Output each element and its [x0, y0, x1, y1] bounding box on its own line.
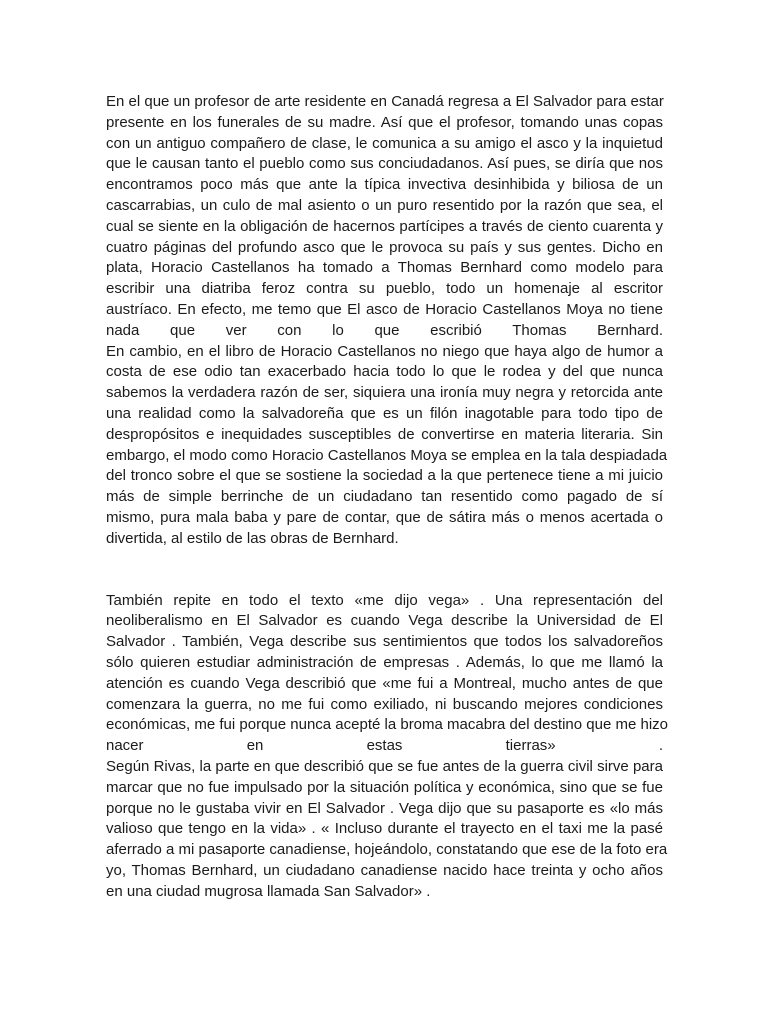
paragraph-line: del tronco sobre el que se sostiene la sociedad a la que pertenece tiene a mi juicio — [106, 467, 663, 485]
paragraph-line: atención es cuando Vega describió que «me fui a Montreal, mucho antes de que — [106, 674, 663, 692]
paragraph-line: sabemos la verdadera razón de ser, siquiera una ironía muy negra y retorcida ante — [106, 384, 663, 402]
paragraph-line: con un antiguo compañero de clase, le comunica a su amigo el asco y la inquietud — [106, 134, 663, 152]
paragraph-line: plata, Horacio Castellanos ha tomado a Thomas Bernhard como modelo para — [106, 259, 663, 277]
paragraph-line: yo, Thomas Bernhard, un ciudadano canadiense nacido hace treinta y ocho años — [106, 861, 663, 879]
paragraph-line: nada que ver con lo que escribió Thomas Bernhard. — [106, 321, 663, 339]
paragraph-line: comenzara la guerra, no me fui como exiliado, ni buscando mejores condiciones — [106, 695, 663, 713]
paragraph-line: Según Rivas, la parte en que describió que se fue antes de la guerra civil sirve para — [106, 757, 663, 775]
paragraph-line: aferrado a mi pasaporte canadiense, hojeándolo, constatando que ese de la foto era — [106, 841, 668, 859]
paragraph-line: en una ciudad mugrosa llamada San Salvador» . — [106, 882, 431, 900]
paragraph-line: nacer en estas tierras» . — [106, 737, 663, 755]
paragraph-line: En el que un profesor de arte residente en Canadá regresa a El Salvador para estar — [106, 93, 664, 110]
paragraph-line: una realidad como la salvadoreña que es un filón inagotable para todo tipo de — [106, 404, 663, 422]
paragraph-line: cascarrabias, un culo de mal asiento o un puro resentido por la razón que sea, el — [106, 196, 663, 214]
paragraph-line: despropósitos e inequidades susceptibles de convertirse en materia literaria. Sin — [106, 425, 663, 443]
paragraph-line: que le causan tanto el pueblo como sus conciudadanos. Así pues, se diría que nos — [106, 155, 663, 173]
paragraph-line: austríaco. En efecto, me temo que El asco de Horacio Castellanos Moya no tiene — [106, 300, 663, 318]
paragraph-line: neoliberalismo en El Salvador es cuando Vega describe la Universidad de El — [106, 612, 663, 630]
paragraph-line: embargo, el modo como Horacio Castellanos Moya se emplea en la tala despiadada — [106, 446, 668, 464]
paragraph-line: escribir una diatriba feroz contra su pueblo, todo un homenaje al escritor — [106, 280, 663, 298]
paragraph-line: más de simple berrinche de un ciudadano tan resentido como pagado de sí — [106, 488, 663, 506]
paragraph-line: También repite en todo el texto «me dijo vega» . Una representación del — [106, 591, 663, 609]
paragraph-line: encontramos poco más que ante la típica invectiva desinhibida y biliosa de un — [106, 176, 663, 194]
paragraph-line: marcar que no fue impulsado por la situación política y económica, sino que se fue — [106, 778, 663, 796]
paragraph-line: mismo, pura mala baba y pare de contar, que de sátira más o menos acertada o — [106, 508, 663, 526]
paragraph-line: valioso que tengo en la vida» . « Incluso durante el trayecto en el taxi me la pasé — [106, 820, 663, 838]
paragraph-spacer — [106, 550, 663, 591]
paragraph-2 — [106, 591, 668, 903]
paragraph-line: Salvador . También, Vega describe sus sentimientos que todos los salvadoreños — [106, 633, 663, 651]
document-page — [106, 92, 668, 902]
paragraph-line: porque no le gustaba vivir en El Salvador . Vega dijo que su pasaporte es «lo más — [106, 799, 663, 817]
paragraph-line: presente en los funerales de su madre. Así que el profesor, tomando unas copas — [106, 113, 663, 131]
paragraph-line: En cambio, en el libro de Horacio Castellanos no niego que haya algo de humor a — [106, 342, 663, 360]
paragraph-1 — [106, 92, 668, 550]
paragraph-line: cual se siente en la obligación de hacernos partícipes a través de ciento cuarenta y — [106, 217, 663, 235]
paragraph-line: económicas, me fui porque nunca acepté la broma macabra del destino que me hizo — [106, 716, 668, 734]
paragraph-line: sólo quieren estudiar administración de empresas . Además, lo que me llamó la — [106, 653, 663, 671]
paragraph-line: costa de ese odio tan exacerbado hacia todo lo que le rodea y del que nunca — [106, 363, 663, 381]
paragraph-line: divertida, al estilo de las obras de Bernhard. — [106, 529, 399, 547]
paragraph-line: cuatro páginas del profundo asco que le provoca su país y sus gentes. Dicho en — [106, 238, 663, 256]
